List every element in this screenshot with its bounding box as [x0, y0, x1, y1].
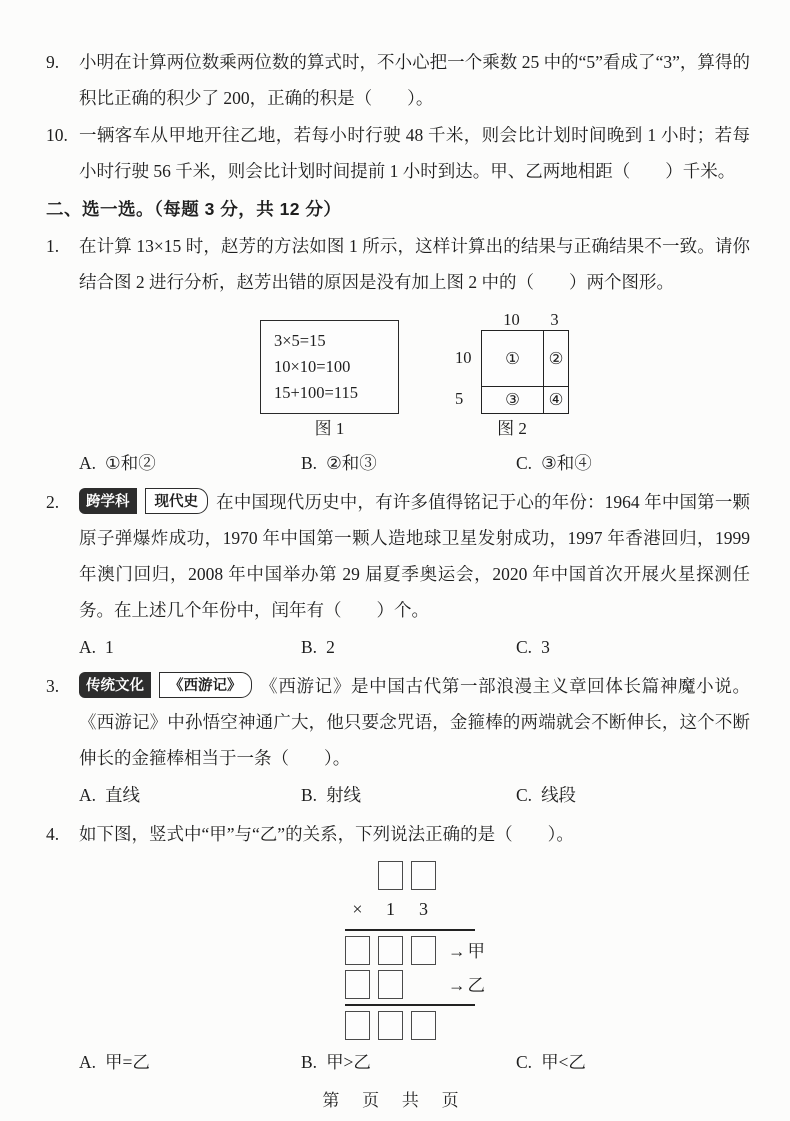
question-1-option-b: B. ②和③ [301, 453, 377, 473]
figure-2-cell-2: ② [543, 331, 568, 386]
digit-box [411, 861, 436, 890]
figure-2-grid [481, 330, 569, 414]
question-9 [46, 44, 750, 116]
question-1-figures [79, 310, 750, 441]
question-10-text: 一辆客车从甲地开往乙地，若每小时行驶 48 千米，则会比计划时间晚到 1 小时；若每小时行驶 56 千米，则会比计划时间提前 1 小时到达。甲、乙两地相距（ ）千米。 [79, 125, 750, 181]
figure-2-left-labels [455, 330, 481, 414]
question-1-option-c: C. ③和④ [516, 453, 592, 473]
figure-2-top-label: 3 [550, 310, 559, 329]
question-2-number: 2. [46, 492, 60, 512]
figure-2-caption: 图 2 [497, 419, 527, 438]
figure-2-cell-4: ④ [543, 386, 568, 413]
question-4 [46, 816, 750, 1082]
question-2-option-a: A. 1 [79, 637, 114, 657]
multiplier-digit: 1 [386, 899, 395, 919]
question-1 [46, 228, 750, 483]
figure-2-cell-3: ③ [482, 386, 543, 413]
figure-1-caption: 图 1 [314, 419, 345, 438]
question-3-text: 《西游记》是中国古代第一部浪漫主义章回体长篇神魔小说。《西游记》中孙悟空神通广大，他只要念咒语，金箍棒的两端就会不断伸长，这个不断伸长的金箍棒相当于一条（ ）。 [79, 676, 750, 768]
question-2-options [79, 629, 750, 665]
arrow-icon: → [448, 941, 466, 961]
figure-2-cell-1: ① [505, 348, 520, 368]
traditional-culture-badge: 传统文化 [79, 672, 151, 698]
question-4-option-c: C. 甲<乙 [516, 1052, 586, 1072]
vmult-multiplicand-row [345, 860, 485, 891]
question-10 [46, 117, 750, 189]
digit-box [411, 936, 436, 965]
question-4-option-b: B. 甲>乙 [301, 1052, 371, 1072]
digit-box [345, 970, 370, 999]
digit-box [378, 936, 403, 965]
question-2-option-c: C. 3 [516, 637, 550, 657]
figure-2-left-label: 10 [455, 348, 472, 367]
digit-box [345, 1011, 370, 1040]
question-3-option-b: B. 射线 [301, 785, 362, 805]
figure-1-line: 3×5=15 [274, 331, 326, 350]
jia-arrow-label: → 甲 [448, 941, 485, 961]
digit-box [378, 861, 403, 890]
question-3-option-a: A. 直线 [79, 785, 141, 805]
question-4-text: 如下图，竖式中“甲”与“乙”的关系，下列说法正确的是（ ）。 [79, 824, 574, 844]
figure-2-top-label: 10 [503, 310, 520, 329]
question-9-text: 小明在计算两位数乘两位数的算式时，不小心把一个乘数 25 中的“5”看成了“3”，算得的积比正确的积少了 200，正确的积是（ ）。 [79, 52, 750, 108]
question-10-number: 10. [46, 125, 68, 145]
question-4-number: 4. [46, 824, 60, 844]
vmult-result-row [345, 1010, 485, 1041]
figure-1-line: 10×10=100 [274, 357, 351, 376]
question-4-option-a: A. 甲=乙 [79, 1052, 150, 1072]
arrow-icon: → [448, 975, 466, 995]
question-2-text: 在中国现代历史中，有许多值得铭记于心的年份：1964 年中国第一颗原子弹爆炸成功，1970 年中国第一颗人造地球卫星发射成功，1997 年香港回归，1999 年澳门回归，2008 年中国举办第 29 届夏季奥运会，2020 年中国首次开展火星探测任务。在上述几个年份中，闰年有（ ）个。 [79, 492, 750, 620]
vertical-multiplication-diagram [345, 860, 485, 1041]
digit-box [345, 936, 370, 965]
question-3 [46, 668, 750, 815]
question-2-option-b: B. 2 [301, 637, 335, 657]
digit-box [378, 970, 403, 999]
question-9-number: 9. [46, 52, 60, 72]
vmult-multiplier-row [345, 894, 485, 925]
question-3-option-c: C. 线段 [516, 785, 577, 805]
figure-2-left-label: 5 [455, 389, 464, 408]
figure-1-line: 15+100=115 [274, 383, 358, 402]
question-1-text: 在计算 13×15 时，赵芳的方法如图 1 所示，这样计算出的结果与正确结果不一致。请你结合图 2 进行分析，赵芳出错的原因是没有加上图 2 中的（ ）两个图形。 [79, 236, 750, 292]
question-1-number: 1. [46, 236, 60, 256]
vmult-partial-product-2 [345, 969, 485, 1000]
question-3-number: 3. [46, 676, 60, 696]
question-3-options [79, 777, 750, 813]
multiply-sign: × [352, 899, 363, 919]
question-2 [46, 484, 750, 667]
figure-1 [260, 320, 399, 441]
digit-box [411, 1011, 436, 1040]
figure-2 [455, 310, 569, 441]
page-footer: 第 页 共 页 [322, 1091, 468, 1110]
journey-to-west-badge: 《西游记》 [159, 672, 252, 698]
modern-history-badge: 现代史 [145, 488, 209, 514]
question-1-option-a: A. ①和② [79, 453, 156, 473]
figure-2-top-labels [481, 310, 569, 330]
yi-arrow-label: → 乙 [448, 975, 485, 995]
figure-1-box [260, 320, 399, 414]
vmult-rule-line [345, 1004, 475, 1006]
cross-subject-badge: 跨学科 [79, 488, 137, 514]
digit-box [378, 1011, 403, 1040]
vmult-rule-line [345, 929, 475, 931]
section-2-title: 二、选一选。（每题 3 分，共 12 分） [46, 199, 342, 219]
question-4-options [79, 1044, 750, 1080]
question-1-options [79, 445, 750, 481]
vmult-partial-product-1 [345, 935, 485, 966]
multiplier-digit: 3 [419, 899, 428, 919]
